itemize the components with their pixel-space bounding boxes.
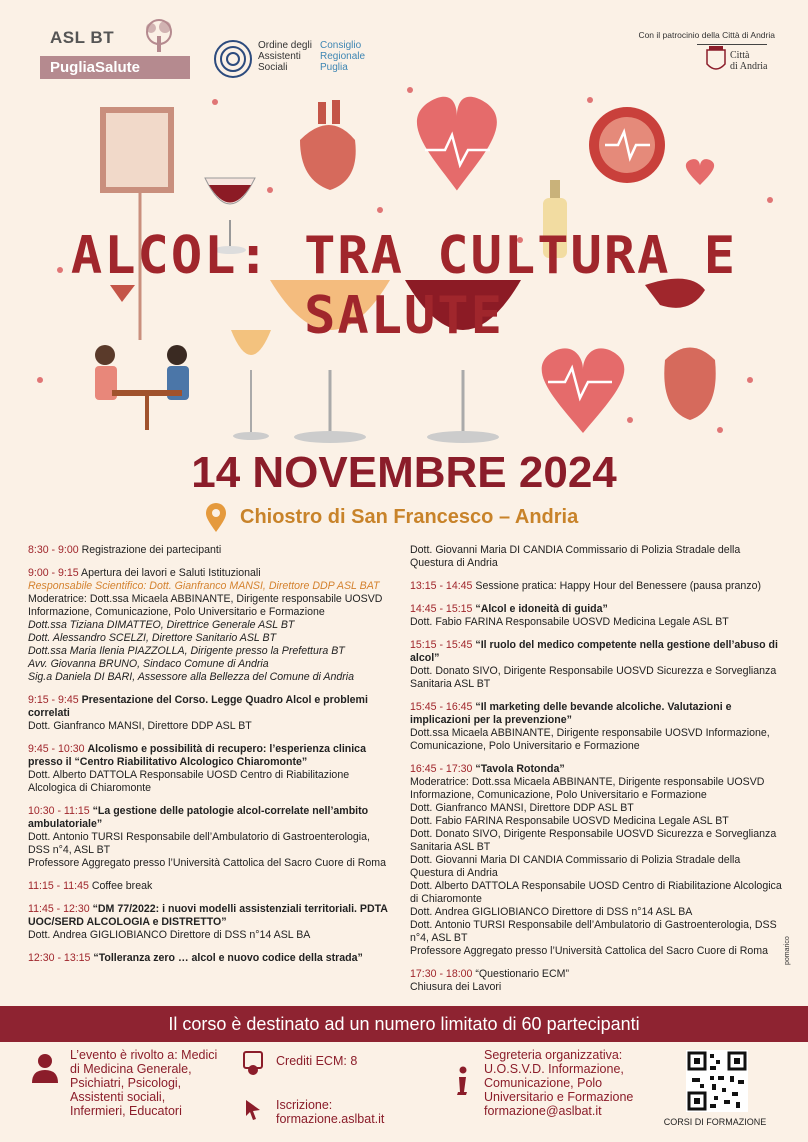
participants-band: Il corso è destinato ad un numero limitato di 60 partecipanti xyxy=(0,1006,808,1042)
ordine-logo-icon xyxy=(212,38,254,80)
couple-at-table-icon xyxy=(95,345,189,430)
program-item: 16:45 - 17:30 “Tavola Rotonda” Moderatrice: Dott.ssa Micaela ABBINANTE, Dirigente responsabile UOSVD Informazione, Comunicazione, Polo Universitario e Formazione Dott. Gianfranco MANSI, Direttore DDP ASL BT Dott. Fabio FARINA Responsabile UOSVD Medicina Legale ASL BT Dott. Donato SIVO, Dirigente Responsabile UOSVD Sicurezza e Sorveglianza Sanitaria ASL BT Dott. Giovanni Maria DI CANDIA Commissario di Polizia Stradale della Questura di Andria Dott. Alberto DATTOLA Responsabile UOSD Centro di Riabilitazione Alcologica di Chiaromonte Dott. Andrea GIGLIOBIANCO Direttore di DSS n°14 ASL BA Dott. Antonio TURSI Responsabile dell’Ambulatorio di Gastroenterologia, DSS n°4, ASL BT Professore Aggregato presso l’Università Cattolica del Sacro Cuore di Roma xyxy=(410,763,782,957)
registration-link[interactable]: formazione.aslbat.it xyxy=(276,1112,385,1126)
program-item: 14:45 - 15:15 “Alcol e idoneità di guida” Dott. Fabio FARINA Responsabile UOSVD Medicina Legale ASL BT xyxy=(410,603,729,628)
ordine-text: Ordine degli Assistenti Sociali xyxy=(258,40,312,73)
virus-heart-icon xyxy=(589,107,665,183)
program-item: 15:15 - 15:45 “Il ruolo del medico competente nella gestione dell’abuso di alcol” Dott. Donato SIVO, Dirigente Responsabile UOSVD Sicurezza e Sorveglianza Sanitaria ASL BT xyxy=(410,639,778,690)
target-audience: L’evento è rivolto a: Medici di Medicina Generale, Psichiatri, Psicologi, Assistenti sociali, Infermieri, Educatori xyxy=(70,1048,218,1118)
program-item: 11:15 - 11:45 Coffee break xyxy=(28,880,153,892)
doctor-icon xyxy=(30,1052,60,1084)
heart-pulse-right-icon xyxy=(542,348,625,433)
program-item: 17:30 - 18:00 “Questionario ECM” Chiusura dei Lavori xyxy=(410,968,569,993)
contact-email[interactable]: formazione@aslbat.it xyxy=(484,1104,602,1118)
ecm-credits: Crediti ECM: 8 xyxy=(276,1054,358,1068)
event-location: Chiostro di San Francesco – Andria xyxy=(240,506,579,528)
program-item: 9:15 - 9:45 Presentazione del Corso. Legge Quadro Alcol e problemi correlati Dott. Gianfranco MANSI, Direttore DDP ASL BT xyxy=(28,694,368,732)
program-item: 15:45 - 16:45 “Il marketing delle bevande alcoliche. Valutazioni e implicazioni per la prevenzione” Dott.ssa Micaela ABBINANTE, Dirigente responsabile UOSVD Informazione, Comunicazione, Polo Universitario e Formazione xyxy=(410,701,770,752)
white-wine-small-glass-icon xyxy=(231,330,271,440)
program-item: 9:00 - 9:15 Apertura dei lavori e Saluti Istituzionali Responsabile Scientifico: Dott. Gianfranco MANSI, Direttore DDP ASL BAT Moderatrice: Dott.ssa Micaela ABBINANTE, Dirigente responsabile UOSVD Informazione, Comunicazione, Polo Universitario e Formazione Dott.ssa Tiziana DIMATTEO, Direttrice Generale ASL BT Dott. Alessandro SCELZI, Direttore Sanitario ASL BT Dott.ssa Maria Ilenia PIAZZOLLA, Dirigente presso la Prefettura BT Avv. Giovanna BRUNO, Sindaco Comune di Andria Sig.a Daniela DI BARI, Assessore alla Bellezza del Comune di Andria xyxy=(28,567,383,683)
side-credit: pomarico xyxy=(784,936,791,965)
crest-icon xyxy=(705,46,727,76)
organizing-secretariat: Segreteria organizzativa: U.O.S.V.D. Informazione, Comunicazione, Polo Universitario e Formazione formazione@aslbat.it xyxy=(484,1048,644,1118)
cursor-click-icon xyxy=(242,1096,264,1122)
program-item: 9:45 - 10:30 Alcolismo e possibilità di recupero: l’esperienza clinica presso il “Centro Riabilitativo Alcologico Chiaromonte” Dott. Alberto DATTOLA Responsabile UOSD Centro di Riabilitazione Alcologica di Chiaromonte xyxy=(28,743,366,794)
patrocinio-text: Con il patrocinio della Città di Andria xyxy=(638,30,775,40)
citta-text: Città di Andria xyxy=(730,50,768,72)
puglia-salute-text: PugliaSalute xyxy=(40,56,190,79)
tree-logo-icon xyxy=(135,18,183,54)
program-item: 8:30 - 9:00 Registrazione dei partecipanti xyxy=(28,544,222,556)
certificate-icon xyxy=(242,1050,264,1078)
event-title: ALCOL: TRA CULTURA E SALUTE xyxy=(70,226,738,346)
anatomical-heart-right-icon xyxy=(664,348,715,421)
info-icon xyxy=(454,1066,472,1096)
program-item: 12:30 - 13:15 “Tolleranza zero … alcol e nuovo codice della strada” xyxy=(28,952,363,964)
event-date: 14 NOVEMBRE 2024 xyxy=(191,448,617,497)
courses-label: CORSI DI FORMAZIONE xyxy=(663,1117,767,1127)
registration-info: Iscrizione: formazione.aslbat.it xyxy=(276,1098,426,1126)
qr-code-icon[interactable] xyxy=(686,1050,748,1112)
asl-bt-text: ASL BT xyxy=(50,28,115,47)
program-right-column xyxy=(410,544,782,1004)
consiglio-text: Consiglio Regionale Puglia xyxy=(320,40,366,73)
program-item: Dott. Giovanni Maria DI CANDIA Commissario di Polizia Stradale della Questura di Andria xyxy=(410,544,741,569)
program-item: 13:15 - 14:45 Sessione pratica: Happy Hour del Benessere (pausa pranzo) xyxy=(410,580,761,592)
program-left-column xyxy=(28,544,394,975)
program-item: 11:45 - 12:30 “DM 77/2022: i nuovi modelli assistenziali territoriali. PDTA UOC/SERD ALCOLOGIA e DISTRETTO” Dott. Andrea GIGLIOBIANCO Direttore di DSS n°14 ASL BA xyxy=(28,903,388,941)
small-heart-icon xyxy=(686,159,714,185)
location-pin-icon xyxy=(204,503,228,533)
anatomical-heart-icon xyxy=(300,100,356,190)
heart-pulse-icon xyxy=(417,97,497,191)
program-item: 10:30 - 11:15 “La gestione delle patologie alcol-correlate nell’ambito ambulatoriale” Dott. Antonio TURSI Responsabile dell’Ambulatorio di Gastroenterologia, DSS n°4, ASL BT Professore Aggregato presso l’Università Cattolica del Sacro Cuore di Roma xyxy=(28,805,387,869)
